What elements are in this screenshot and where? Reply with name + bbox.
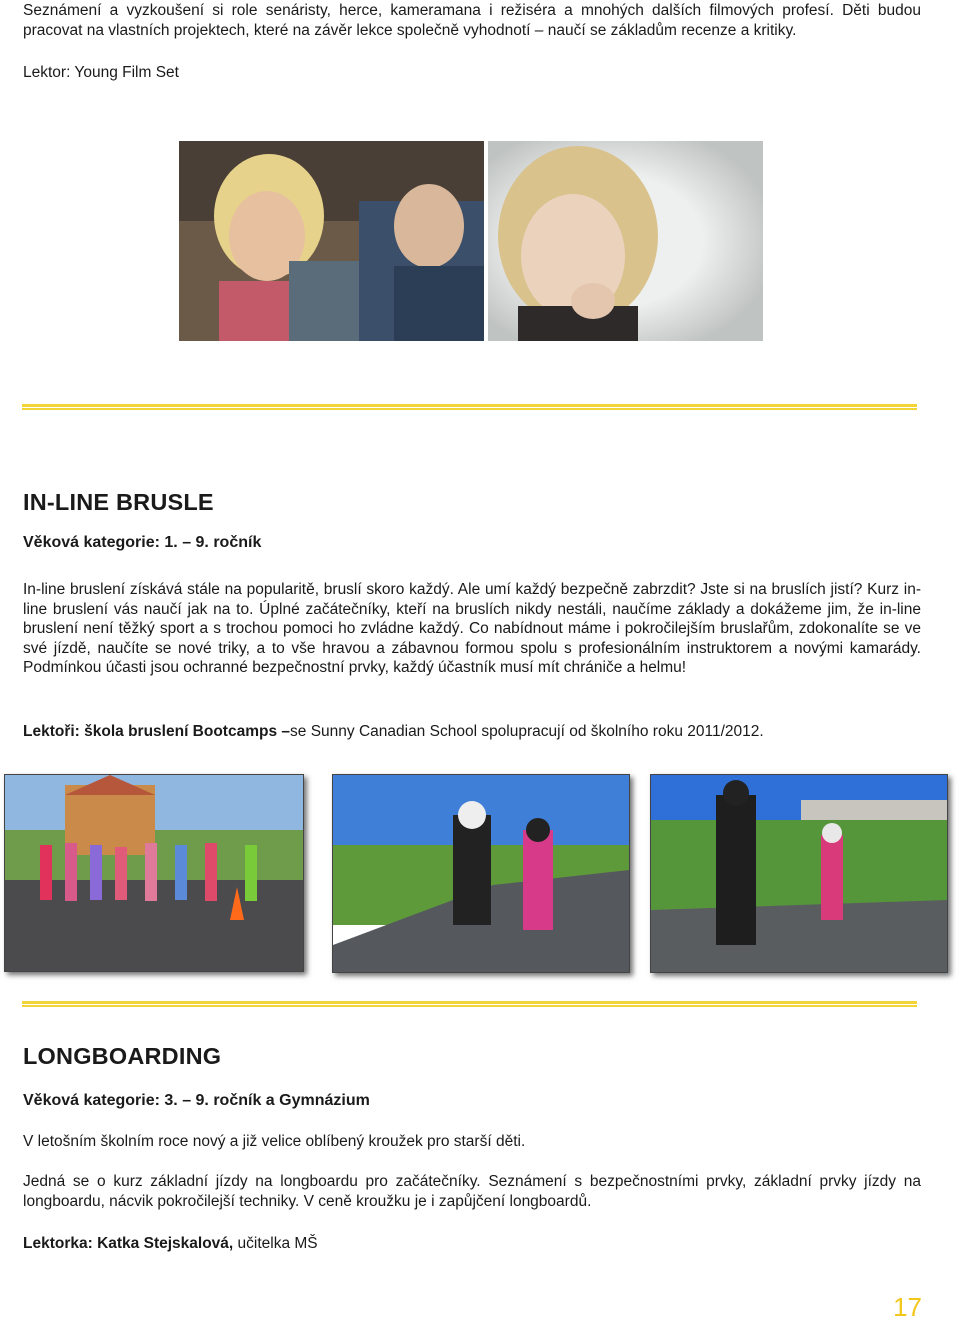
- intro-lector: Lektor: Young Film Set: [23, 64, 179, 81]
- longboarding-lector: [23, 1234, 318, 1254]
- skating-photo-1: [4, 774, 304, 972]
- section-divider: [22, 1001, 917, 1008]
- page-number: 17: [893, 1292, 922, 1322]
- longboarding-age-category: Věková kategorie: 3. – 9. ročník a Gymnázium: [23, 1092, 370, 1109]
- section-divider: [22, 404, 917, 411]
- inline-description: In-line bruslení získává stále na popularitě, bruslí skoro každý. Ale umí každý bezpečně zabrzdit? Jste si na bruslích jistí? Kurz in-line bruslení vás naučí jak na to. Úplné začátečníky, kteří na bruslích nikdy nestáli, naučíme základy a dokážeme jim, že in-line bruslení není těžký sport a s trochou pomoci ho zvládne každý. Co nabídnout máme i pokročilejším bruslařům, zdokonalíte se ve své jízdě, naučíte se nové triky, a to vše hravou a zábavnou formou spolu s profesionálním instruktorem a novými kamarády. Podmínkou účasti jsou ochranné bezpečnostní prvky, každý účastník musí mít chrániče a helmu!: [23, 581, 921, 677]
- film-photo-right: [488, 141, 763, 341]
- skating-photo-3: [650, 774, 948, 973]
- inline-title: IN-LINE BRUSLE: [23, 489, 214, 515]
- longboarding-lector-text: učitelka MŠ: [233, 1235, 318, 1252]
- inline-age-category: Věková kategorie: 1. – 9. ročník: [23, 534, 262, 551]
- inline-lector-label: Lektoři: škola bruslení Bootcamps –: [23, 723, 291, 740]
- inline-lectors: [23, 722, 923, 742]
- intro-paragraph: Seznámení a vyzkoušení si role senáristy, herce, kameramana i režiséra a mnohých dalších filmových profesí. Děti budou pracovat na vlastních projektech, které na závěr lekce společně vyhodnotí – naučí se základům recenze a kritiky.: [23, 2, 921, 39]
- film-photo-left: [179, 141, 484, 341]
- inline-lector-text: se Sunny Canadian School spolupracují od školního roku 2011/2012.: [290, 723, 764, 740]
- longboarding-title: LONGBOARDING: [23, 1043, 222, 1069]
- longboarding-intro: V letošním školním roce nový a již velice oblíbený kroužek pro starší děti.: [23, 1133, 526, 1150]
- skating-photo-2: [332, 774, 630, 973]
- longboarding-lector-label: Lektorka: Katka Stejskalová,: [23, 1235, 234, 1252]
- longboarding-description: Jedná se o kurz základní jízdy na longboardu pro začátečníky. Seznámení s bezpečnostními prvky, základní prvky jízdy na longboardu, nácvik pokročilejší techniky. V ceně kroužku je i zapůjčení longboardů.: [23, 1173, 921, 1210]
